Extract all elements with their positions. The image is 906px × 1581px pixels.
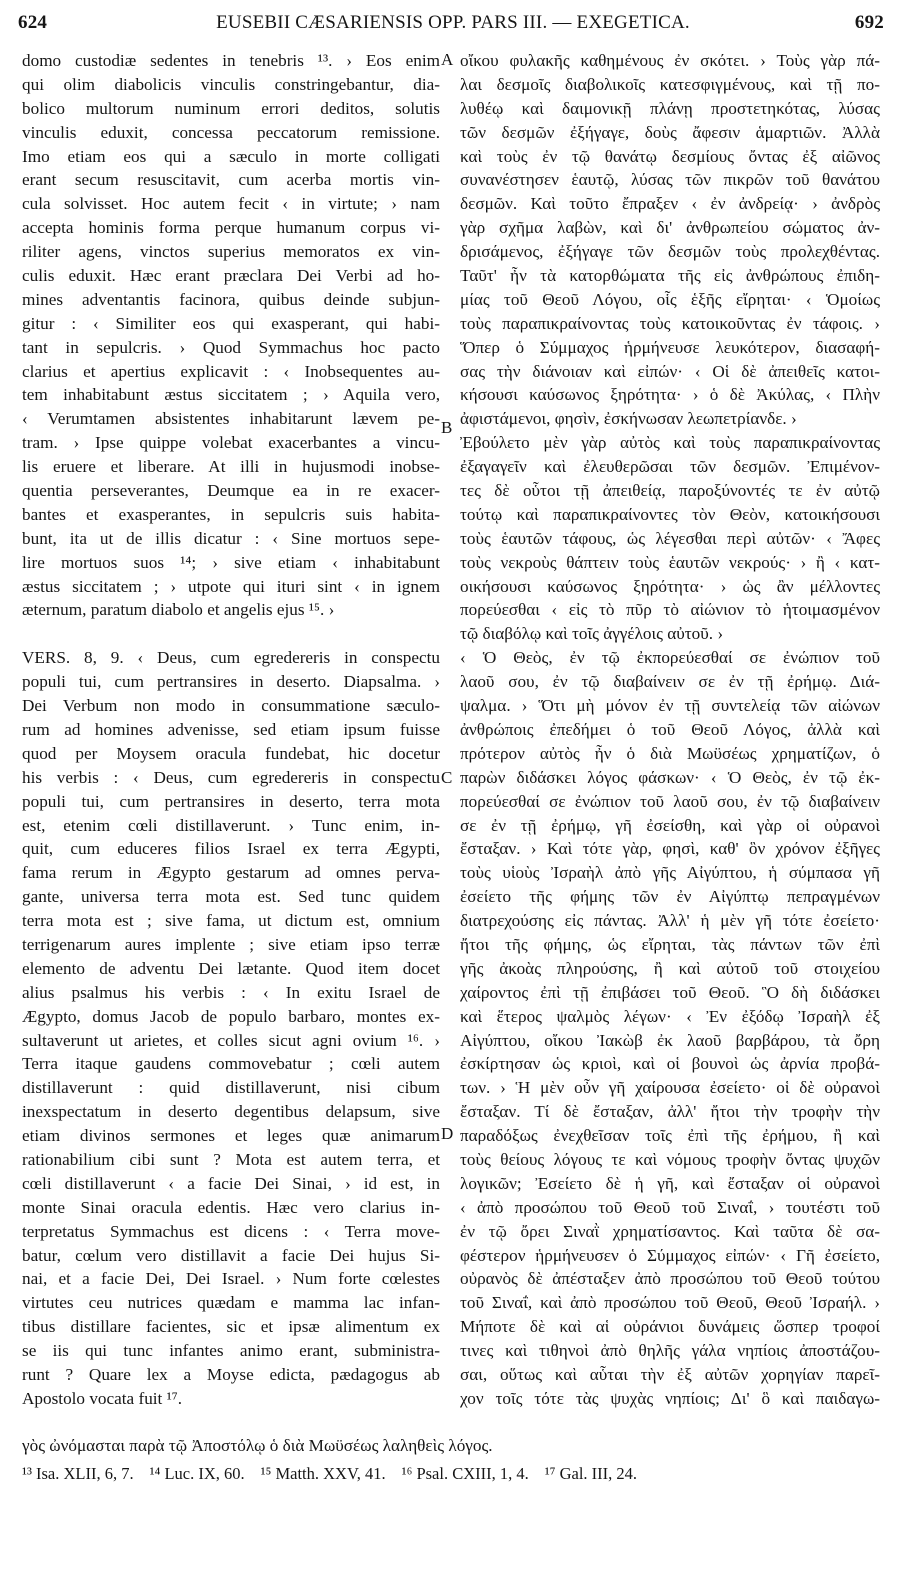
text-line: VERS. 8, 9. ‹ Deus, cum egredereris in conspectu xyxy=(22,648,440,668)
text-line: rationabilium cibi sunt ? Mota est autem terra, et xyxy=(22,1149,440,1169)
text-line: tibus distillare facientes, sic et ipsæ alimentum ex xyxy=(22,1317,440,1337)
text-line: τοὺς ἑαυτῶν τάφους, ὡς λέγεσθαι περὶ αὐτῶν· ‹ Ἄφες xyxy=(460,528,880,548)
text-line: æstus siccitatem ; › utpote qui ituri sint ‹ in ignem xyxy=(22,576,440,596)
text-line: populi tui, cum pertransires in deserto, terra mota xyxy=(22,791,440,811)
text-line: δεσμῶν. Καὶ τοῦτο ἔπραξεν ‹ ἐν ἀνδρείᾳ· › ἀνδρὸς xyxy=(460,194,880,214)
text-line: rum ad homines advenisse, sed etiam ipsum fuisse xyxy=(22,719,440,739)
text-line: quentia perseverantes, Deumque ea in re exacer- xyxy=(22,481,440,501)
running-title: EUSEBII CÆSARIENSIS OPP. PARS III. — EXEGETICA. xyxy=(216,12,690,33)
text-line: παραδόξως ἐνεχθεῖσαν τοῖς ἐπὶ τῆς ἐρήμου, ἢ καὶ xyxy=(460,1126,880,1146)
text-line: lis eruere et liberare. At illi in hujusmodi inobse- xyxy=(22,457,440,477)
text-line: tem inhabitabunt æstus siccitatem ; › Aquila vero, xyxy=(22,385,440,405)
text-line: terra mota est ; sive fama, ut dictum est, omnium xyxy=(22,911,440,931)
text-line: tram. › Ipse quippe volebat exacerbantes a vincu- xyxy=(22,433,440,453)
text-line xyxy=(22,622,440,646)
text-line: cœli distillaverunt ‹ a facie Dei Sinai, › id est, in xyxy=(22,1173,440,1193)
text-line: monte Sinai oracula edentis. Hæc vero clarius in- xyxy=(22,1197,440,1217)
text-line: οὐρανὸς δὲ ἀπέσταξεν ἀπὸ προσώπου τοῦ Θεοῦ τούτου xyxy=(460,1269,880,1289)
text-line: est, etenim cœli distillaverunt. › Tunc enim, in- xyxy=(22,815,440,835)
text-line: ἀφιστάμενοι, φησὶν, ἐσκήνωσαν λεωπετρίανδε. › xyxy=(460,409,797,429)
text-line: πορεύεσθαί σε ἐνώπιον τοῦ λαοῦ σου, ἐν τῷ διαβαίνειν xyxy=(460,791,880,811)
text-line: τοῦ Σιναΐ, καὶ ἀπὸ προσώπου τοῦ Θεοῦ, Θεοῦ Ἰσραήλ. › xyxy=(460,1293,880,1313)
margin-letter-d: D xyxy=(441,1124,454,1143)
text-line: alius psalmus his verbis : ‹ In exitu Israel de xyxy=(22,982,440,1002)
text-line: διατρεχούσης εἰς πάντας. Ἀλλ' ἡ μὲν γῆ τότε ἐσείετο· xyxy=(460,911,880,931)
text-line: γῆς ἀκοὰς πληρούσης, ἢ καὶ αὐτοῦ τοῦ στοιχείου xyxy=(460,958,880,978)
page-header xyxy=(18,12,888,42)
page-number-left: 624 xyxy=(18,12,48,33)
text-line: ‹ ἀπὸ προσώπου τοῦ Θεοῦ τοῦ Σιναΐ, › τουτέστι τοῦ xyxy=(460,1197,880,1217)
text-line: τοὺς υἱοὺς Ἰσραὴλ ἀπὸ γῆς Αἰγύπτου, ἡ σύμπασα γῆ xyxy=(460,863,880,883)
text-line: χαίροντος ἐπὶ τῇ ἐπιβάσει τοῦ Θεοῦ. Ὃ δὴ διδάσκει xyxy=(460,982,880,1002)
footnote: ¹⁶ Psal. CXIII, 1, 4. xyxy=(401,1464,529,1483)
text-line: ἐν τῷ ὄρει Σιναῒ χρηματίσαντος. Καὶ ταῦτα δὲ σα- xyxy=(460,1221,880,1241)
text-line: οικήσουσι καύσωνος ξηρότητα· › ὡς ἂν μέλλοντες xyxy=(460,576,880,596)
text-line: runt ? Quare lex a Moyse edicta, pædagogus ab xyxy=(22,1364,440,1384)
text-line: qui olim diabolicis vinculis constringebantur, dia- xyxy=(22,74,440,94)
text-line: Αἰγύπτου, οἴκου Ἰακὼβ ἐκ λαοῦ βαρβάρου, τὰ ὄρη xyxy=(460,1030,880,1050)
text-line: fama rerum in Ægypto gestarum ad omnes perva- xyxy=(22,863,440,883)
text-line: τοὺς παραπικραίνοντας τοὺς κατοικοῦντας ἐν τάφοις. › xyxy=(460,313,880,333)
text-line: sultaverunt ut arietes, et colles sicut agni ovium ¹⁶. › xyxy=(22,1030,440,1050)
text-line: Terra itaque gaudens commovebatur ; cœli autem xyxy=(22,1054,440,1074)
text-line: πορεύεσθαι ‹ εἰς τὸ πῦρ τὸ αἰώνιον τὸ ἡτοιμασμένον xyxy=(460,600,880,620)
text-line: συνανέστησεν ἑαυτῷ, λύσας τῶν πικρῶν τοῦ θανάτου xyxy=(460,170,880,190)
continuation-line: γὸς ὠνόμασται παρὰ τῷ Ἀποστόλῳ ὁ διὰ Μωϋσέως λαληθεὶς λόγος. xyxy=(22,1436,493,1455)
text-line: σαι, οὕτως καὶ αὗται τὴν ἐξ αὐτῶν χορηγίαν παρεῖ- xyxy=(460,1364,880,1384)
text-line: τινες καὶ τιθηνοὶ ἀπὸ θηλῆς γάλα νηπίοις ἀποστάζου- xyxy=(460,1341,880,1361)
text-line: Μήποτε δὲ καὶ αἱ οὐράνιοι δυνάμεις ὥσπερ τροφοί xyxy=(460,1317,880,1337)
text-line: quod per Moysem oracula fundebat, hic docetur xyxy=(22,743,440,763)
text-line: his verbis : ‹ Deus, cum egredereris in conspectu xyxy=(22,767,440,787)
text-line: domo custodiæ sedentes in tenebris ¹³. › Eos enim xyxy=(22,51,440,70)
text-line: inexspectatum in deserto degentibus delapsum, sive xyxy=(22,1102,440,1122)
text-line: τοὺς νεκροὺς θάπτειν τοὺς ἑαυτῶν νεκρούς· › ἢ ‹ κατ- xyxy=(460,552,880,572)
text-line: τῷ διαβόλῳ καὶ τοῖς ἀγγέλοις αὐτοῦ. › xyxy=(460,624,724,644)
text-line: δρισάμενος, ἐξήγαγε τῶν δεσμῶν τοὺς προλεχθέντας. xyxy=(460,242,880,262)
text-line: bolico multorum numinum errori deditos, solutis xyxy=(22,98,440,118)
text-line: populi tui, cum pertransires in deserto. Diapsalma. › xyxy=(22,672,440,692)
text-line: bunt, ita ut de illis dicatur : ‹ Sine mortuos sepe- xyxy=(22,528,440,548)
text-line: ἀνθρώποις ἐπεδήμει ὁ τοῦ Θεοῦ Λόγος, ἀλλὰ καὶ xyxy=(460,719,880,739)
text-line: χον τοῖς τότε τὰς ψυχὰς νηπίοις; Δι' ὃ καὶ παιδαγω- xyxy=(460,1388,880,1408)
text-line: bantes et exasperantes, in sepulcris suis habita- xyxy=(22,504,440,524)
text-line: æternum, paratum diabolo et angelis ejus ¹⁵. › xyxy=(22,600,335,620)
text-line: ἔσταξαν. Τί δὲ ἔσταξαν, ἀλλ' ἤτοι τὴν τροφὴν τὴν xyxy=(460,1102,880,1122)
text-line: elemento de adventu Dei lætante. Quod item docet xyxy=(22,958,440,978)
text-line: σε ἐν τῇ ἐρήμῳ, γῆ ἐσείσθη, καὶ γὰρ οἱ οὐρανοὶ xyxy=(460,815,880,835)
text-line: virtutes ceu nutrices quædam e mamma lac infan- xyxy=(22,1293,440,1313)
text-line: Ὅπερ ὁ Σύμμαχος ἡρμήνευσε λευκότερον, διασαφή- xyxy=(460,337,880,357)
text-line: terrigenarum aures implente ; sive etiam ipso terræ xyxy=(22,934,440,954)
text-line: ψαλμα. › Ὅτι μὴ μόνον ἐν τῇ συντελείᾳ τῶν αἰώνων xyxy=(460,696,880,716)
text-line: λογικῶν; Ἐσείετο δὲ ἡ γῆ, καὶ ἔσταξαν οἱ οὐρανοὶ xyxy=(460,1173,880,1193)
text-line: lire mortuos suos ¹⁴; › sive etiam ‹ inhabitabunt xyxy=(22,552,440,572)
footnote: ¹³ Isa. XLII, 6, 7. xyxy=(22,1464,134,1483)
text-line: τες δὲ οὗτοι τῇ ἀπειθείᾳ, παροξύνοντές τε ἐν αὐτῷ xyxy=(460,481,880,501)
text-line: τοὺς θείους λόγους τε καὶ νόμους τροφὴν ὄντας ψυχῶν xyxy=(460,1149,880,1169)
text-line: ‹ Verumtamen absistentes inhabitarunt lævem pe- xyxy=(22,409,440,429)
text-line: φέστερον ἡρμήνευσεν ὁ Σύμμαχος εἰπών· ‹ Γῆ ἐσείετο, xyxy=(460,1245,880,1265)
text-line: culis eduxit. Hæc erant præclara Dei Verbi ad ho- xyxy=(22,266,440,286)
text-line: terpretatus Symmachus est dicens : ‹ Terra move- xyxy=(22,1221,440,1241)
text-line: quit, cum educeres filios Israel ex terra Ægypti, xyxy=(22,839,440,859)
text-line: ‹ Ὁ Θεὸς, ἐν τῷ ἐκπορεύεσθαί σε ἐνώπιον τοῦ xyxy=(460,648,880,668)
text-line: τῶν δεσμῶν ἐξήγαγε, δοὺς ἄφεσιν ἁμαρτιῶν. Ἀλλὰ xyxy=(460,122,880,142)
text-line: etiam divinos sermones et leges quæ animarum xyxy=(22,1126,440,1146)
text-line: ἐσείετο τῆς φήμης τῶν ἐν Αἰγύπτῳ πεπραγμένων xyxy=(460,887,880,907)
text-line: πρότερον αὐτὸς ἦν ὁ διὰ Μωϋσέως χρηματίζων, ὁ xyxy=(460,743,880,763)
text-line: tant in sepulcris. › Quod Symmachus hoc pacto xyxy=(22,337,440,357)
text-line: τούτῳ καὶ παραπικραίνοντες τὸν Θεὸν, κατοικήσουσι xyxy=(460,504,880,524)
text-line: gitur : ‹ Similiter eos qui exasperant, qui habi- xyxy=(22,313,440,333)
latin-column xyxy=(22,49,440,1411)
text-line: Dei Verbum non modo in consummatione sæculo- xyxy=(22,696,440,716)
text-line: distillaverunt : quid distillaverunt, nisi cibum xyxy=(22,1078,440,1098)
text-line: batur, cœlum vero distillavit a facie Dei hujus Si- xyxy=(22,1245,440,1265)
text-line: vinculis eduxit, concessa peccatorum remissione. xyxy=(22,122,440,142)
text-line: nai, et a facie Dei, Dei Israel. › Num forte cœlestes xyxy=(22,1269,440,1289)
text-line: riliter agens, vinctos superius memoratos ex vin- xyxy=(22,242,440,262)
margin-letter-c: C xyxy=(441,768,453,787)
text-line: γὰρ σχῆμα λαβὼν, καὶ δι' ἀνθρωπείου σώματος ἀν- xyxy=(460,218,880,238)
text-line: Ταῦτ' ἦν τὰ κατορθώματα τῆς εἰς ἀνθρώπους ἐπιδη- xyxy=(460,266,880,286)
margin-letter-b: B xyxy=(441,418,453,437)
footnote: ¹⁴ Luc. IX, 60. xyxy=(149,1464,245,1483)
text-line: clarius et apertius explicavit : ‹ Inobsequentes au- xyxy=(22,361,440,381)
text-line: Apostolo vocata fuit ¹⁷. xyxy=(22,1388,183,1408)
text-line: Ægypto, domus Jacob de populo barbaro, montes ex- xyxy=(22,1006,440,1026)
page-number-right: 692 xyxy=(854,12,884,33)
text-line: gante, universa terra mota est. Sed tunc quidem xyxy=(22,887,440,907)
footnotes xyxy=(22,1462,882,1486)
text-line: λαι δεσμοῖς διαβολικοῖς κατεσφιγμένους, καὶ τῇ πο- xyxy=(460,74,880,94)
text-line: cula solvisset. Hoc autem fecit ‹ in virtute; › nam xyxy=(22,194,440,214)
text-line: mines adventantis facinora, quibus deinde subjun- xyxy=(22,289,440,309)
text-line: παρὼν διδάσκει λόγος φάσκων· ‹ Ὁ Θεὸς, ἐν τῷ ἐκ- xyxy=(460,767,880,787)
text-line: καὶ τοὺς ἐν τῷ θανάτῳ δεσμίους ὄντας ἐξ αἰῶνος xyxy=(460,146,880,166)
text-line: se iis qui tunc infantes animo erant, subministra- xyxy=(22,1341,440,1361)
text-line: erant secum resuscitavit, cum acerba mortis vin- xyxy=(22,170,440,190)
text-line: μίας τοῦ Θεοῦ Λόγου, οἷς ἑξῆς εἴρηται· ‹ Ὁμοίως xyxy=(460,289,880,309)
text-line: Imo etiam eos qui a sæculo in morte colligati xyxy=(22,146,440,166)
text-line: ἐσκίρτησαν ὡς κριοὶ, καὶ οἱ βουνοὶ ὡς ἀρνία προβά- xyxy=(460,1054,880,1074)
text-line: Ἐβούλετο μὲν γὰρ αὐτὸς καὶ τοὺς παραπικραίνοντας xyxy=(460,433,880,453)
text-line: καὶ ἕτερος ψαλμὸς λέγων· ‹ Ἐν ἐξόδῳ Ἰσραὴλ ἐξ xyxy=(460,1006,880,1026)
text-line: των. › Ἡ μὲν οὖν γῆ χαίρουσα ἐσείετο· οἱ δὲ οὐρανοὶ xyxy=(460,1078,880,1098)
text-line: λυθέῳ καὶ δαιμονικῇ πλάνῃ προστετηκότας, λύσας xyxy=(460,98,880,118)
text-line: σας τὴν διάνοιαν καὶ εἰπών· ‹ Οἱ δὲ ἀπειθεῖς κατοι- xyxy=(460,361,880,381)
text-line: ἐξαγαγεῖν καὶ ἐλευθερῶσαι τῶν δεσμῶν. Ἐπιμένον- xyxy=(460,457,880,477)
footnote: ¹⁷ Gal. III, 24. xyxy=(544,1464,638,1483)
footnote: ¹⁵ Matth. XXV, 41. xyxy=(260,1464,386,1483)
text-line: accepta hominis forma perque humanum corpus vi- xyxy=(22,218,440,238)
text-line: κήσουσι καύσωνος ξηρότητα· › ὁ δὲ Ἀκύλας, ‹ Πλὴν xyxy=(460,385,880,405)
text-line: οἴκου φυλακῆς καθημένους ἐν σκότει. › Τοὺς γὰρ πά- xyxy=(460,51,880,70)
text-line: ἔσταξαν. › Καὶ τότε γὰρ, φησὶ, καθ' ὃν χρόνον ἐξῆγες xyxy=(460,839,880,859)
text-line: ἤτοι τῆς φήμης, ὡς εἴρηται, τὰς πάντων τῶν ἐπὶ xyxy=(460,934,880,954)
text-line: λαοῦ σου, ἐν τῷ διαβαίνειν σε ἐν τῇ ἐρήμῳ. Διά- xyxy=(460,672,880,692)
margin-letter-a: A xyxy=(441,50,454,69)
greek-column xyxy=(460,49,880,1411)
